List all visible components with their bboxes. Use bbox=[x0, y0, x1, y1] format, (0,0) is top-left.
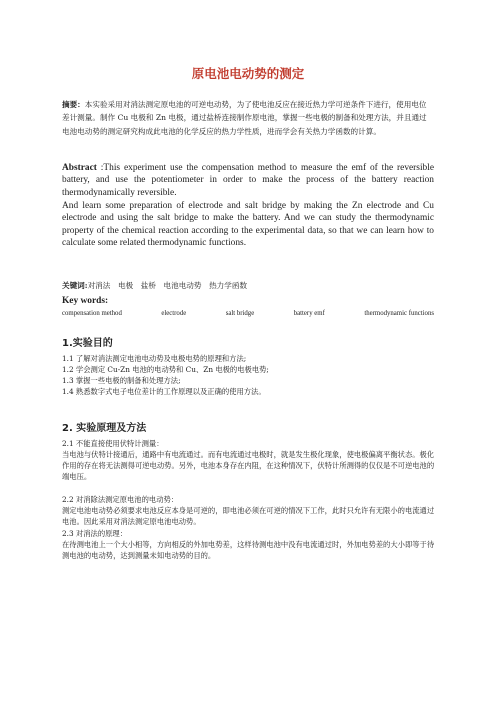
abstract-en-p1 bbox=[62, 162, 434, 199]
keyword-item: salt bridge bbox=[225, 310, 255, 317]
keyword-item: battery emf bbox=[293, 310, 325, 317]
keywords-cn-text: 对消法 电极 盐桥 电池电动势 热力学函数 bbox=[87, 281, 248, 290]
keywords-cn-label: 关键词: bbox=[62, 281, 88, 290]
section-1-heading: 1.实验目的 bbox=[62, 338, 113, 349]
abstract-cn-text: 本实验采用对消法测定原电池的可逆电动势，为了使电池反应在接近热力学可逆条件下进行，使用电位差计测量。制作 Cu 电极和 Zn 电极，通过盐桥连接制作原电池，掌握一些电极的制备和处理方法，并且通过电池电动势的测定研究构成此电池的化学反应的热力学性质，进而学会有关热力学函数的计算。 bbox=[62, 100, 427, 136]
subsection-2-2-heading: 2.2 对消除法测定原电池的电动势： bbox=[62, 495, 179, 504]
keyword-item: electrode bbox=[161, 310, 187, 317]
objective-item: 1.2 学会测定 Cu-Zn 电池的电动势和 Cu、Zn 电极的电极电势; bbox=[62, 365, 269, 374]
abstract-cn bbox=[62, 98, 434, 138]
objective-item: 1.1 了解对消法测定电池电动势及电极电势的原理和方法; bbox=[62, 354, 247, 363]
subsection-2-1-heading: 2.1 不能直接使用伏特计测量： bbox=[62, 439, 164, 448]
keywords-en-label-row bbox=[62, 294, 434, 308]
subsection-2-1-text: 当电池与伏特计接通后，通路中有电流通过。而有电流通过电极时，就是发生极化现象，使电极偏离平衡状态。极化作用的存在将无法测得可逆电动势。另外，电池本身存在内阻，在这种情况下，伏特计所测得的仅仅是不可逆电池的端电压。 bbox=[62, 450, 435, 482]
keywords-en-label: Key words: bbox=[62, 296, 109, 306]
abstract-en-p2: And learn some preparation of electrode and salt bridge by making the Zn electrode and Cu electrode and using the salt bridge to make the battery. And we can study the thermodynamic property of the chemical reaction according to the experimental data, so that we can learn how to calculate some related thermodynamic functions. bbox=[62, 201, 434, 248]
subsection-2-3-text: 在待测电池上一个大小相等，方向相反的外加电势差，这样待测电池中没有电流通过时，外加电势差的大小即等于待测电池的电动势，达到测量未知电动势的目的。 bbox=[62, 540, 435, 561]
subsection-2-3-heading: 2.3 对消法的原理： bbox=[62, 529, 128, 538]
keyword-item: compensation method bbox=[62, 310, 122, 317]
keywords-cn bbox=[62, 279, 434, 292]
objective-item: 1.4 熟悉数字式电子电位差计的工作原理以及正确的使用方法。 bbox=[62, 387, 266, 396]
subsection-2-2-text: 测定电池电动势必须要求电池反应本身是可逆的，即电池必须在可逆的情况下工作，此时只允许有无限小的电流通过电池。因此采用对消法测定原电池电动势。 bbox=[62, 506, 435, 527]
abstract-en-label: Abstract bbox=[62, 163, 97, 173]
section-2-heading: 2. 实验原理及方法 bbox=[62, 423, 147, 434]
keyword-item: thermodynamic functions bbox=[364, 310, 434, 317]
keywords-en-list bbox=[62, 310, 434, 317]
document-title: 原电池电动势的测定 bbox=[191, 66, 305, 81]
abstract-en-text-1: :This experiment use the compensation method to measure the emf of the reversible battery, and use the potentiometer in order to make the process of the battery reaction thermodynamically reversible. bbox=[62, 163, 434, 198]
abstract-cn-label: 摘要： bbox=[62, 100, 85, 109]
objective-item: 1.3 掌握一些电极的制备和处理方法; bbox=[62, 376, 181, 385]
